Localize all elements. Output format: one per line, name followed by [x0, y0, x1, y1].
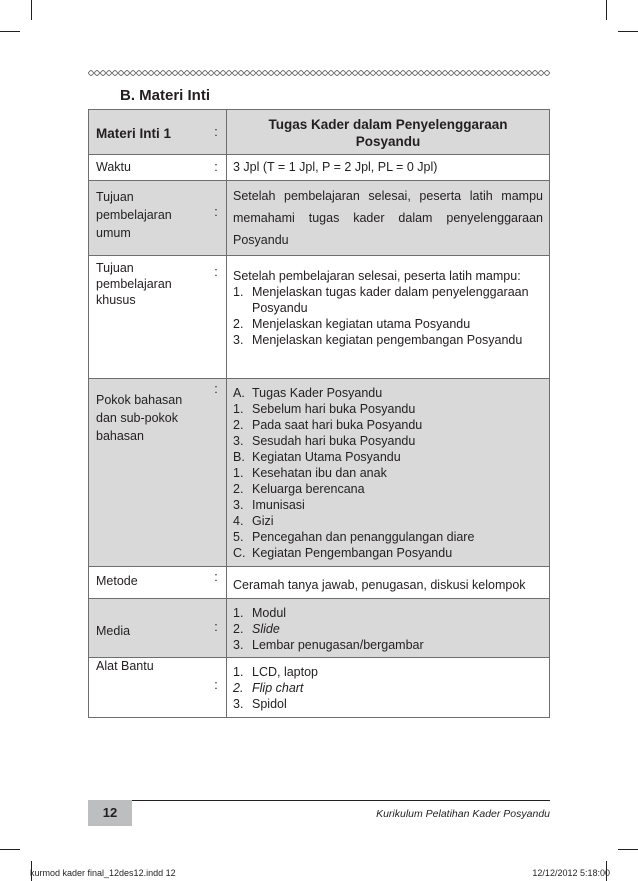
metode-value-cell — [227, 567, 550, 599]
pokok-bahasan-list — [233, 545, 543, 561]
list-item: A. Tugas Kader Posyandu — [233, 386, 383, 400]
alat-bantu-label: Alat Bantu — [96, 659, 154, 673]
sub-list — [233, 401, 543, 449]
header-value-cell — [227, 110, 550, 155]
list-item: C. Kegiatan Pengembangan Posyandu — [233, 546, 453, 560]
list-item: 5. Pencegahan dan penanggulangan diare — [233, 530, 475, 544]
table-row-header — [89, 110, 550, 155]
alat-bantu-list — [233, 662, 543, 712]
list-item: 3. Sesudah hari buka Posyandu — [233, 434, 416, 448]
colon-cell — [206, 599, 227, 658]
colon-cell — [206, 181, 227, 256]
alat-bantu-value-cell — [227, 658, 550, 718]
crop-mark — [618, 31, 638, 32]
tujuan-umum-value-cell — [227, 181, 550, 256]
table-row-alat-bantu — [89, 658, 550, 718]
alat-bantu-label-cell — [89, 658, 207, 718]
print-slug-file: kurmod kader final_12des12.indd 12 — [30, 868, 176, 878]
pokok-bahasan-list — [233, 449, 543, 465]
list-item: 3. Lembar penugasan/bergambar — [233, 638, 424, 652]
header-label: Materi Inti 1 — [96, 126, 172, 141]
list-item: 2. Pada saat hari buka Posyandu — [233, 418, 423, 432]
colon: : — [214, 570, 218, 584]
media-value-cell — [227, 599, 550, 658]
waktu-value-cell — [227, 155, 550, 181]
colon-cell — [206, 155, 227, 181]
tujuan-khusus-intro: Setelah pembelajaran selesai, peserta latih mampu: — [233, 269, 521, 283]
crop-mark — [0, 31, 20, 32]
waktu-label: Waktu — [96, 160, 131, 174]
list-item: B. Kegiatan Utama Posyandu — [233, 450, 401, 464]
table-row-media — [89, 599, 550, 658]
colon-cell — [206, 256, 227, 379]
colon: : — [214, 620, 218, 634]
media-label: Media — [96, 624, 131, 638]
colon-cell — [206, 567, 227, 599]
list-item: 3. Imunisasi — [233, 498, 305, 512]
colon-cell — [206, 658, 227, 718]
tujuan-khusus-label-cell — [89, 256, 207, 379]
table-row-pokok-bahasan — [89, 379, 550, 567]
table-row-tujuan-umum — [89, 181, 550, 256]
header-value: Tugas Kader dalam Penyelenggaraan Posyandu — [268, 117, 508, 149]
metode-label-cell — [89, 567, 207, 599]
crop-mark — [606, 0, 607, 20]
tujuan-khusus-value-cell — [227, 256, 550, 379]
print-slug-timestamp: 12/12/2012 5:18:00 — [532, 868, 610, 878]
list-item: 1. Modul — [233, 606, 287, 620]
list-item: 1. LCD, laptop — [233, 665, 319, 679]
list-item: 3. Menjelaskan kegiatan pengembangan Posyandu — [233, 333, 523, 347]
pokok-bahasan-value-cell — [227, 379, 550, 567]
list-item: 2. Menjelaskan kegiatan utama Posyandu — [233, 317, 471, 331]
colon-cell — [206, 110, 227, 155]
crop-mark — [618, 849, 638, 850]
metode-value: Ceramah tanya jawab, penugasan, diskusi kelompok — [233, 578, 526, 592]
colon: : — [214, 382, 218, 396]
colon: : — [214, 678, 218, 692]
tujuan-umum-label-cell — [89, 181, 207, 256]
tujuan-khusus-list — [233, 284, 543, 348]
pokok-bahasan-label-cell — [89, 379, 207, 567]
list-item: 4. Gizi — [233, 514, 274, 528]
decorative-zigzag-rule — [88, 70, 550, 76]
table-row-tujuan-khusus — [89, 256, 550, 379]
colon-cell — [206, 379, 227, 567]
table-row-metode — [89, 567, 550, 599]
list-item: 1. Menjelaskan tugas kader dalam penyelenggaraan Posyandu — [233, 285, 529, 315]
waktu-value: 3 Jpl (T = 1 Jpl, P = 2 Jpl, PL = 0 Jpl) — [233, 160, 438, 174]
materi-inti-table — [88, 109, 550, 718]
waktu-label-cell — [89, 155, 207, 181]
tujuan-umum-value: Setelah pembelajaran selesai, peserta latih mampu memahami tugas kader dalam penyelenggaraan Posyandu — [233, 189, 543, 247]
colon: : — [214, 125, 218, 139]
pokok-bahasan-list — [233, 383, 543, 401]
table-row-waktu — [89, 155, 550, 181]
list-item: 2. Slide — [233, 622, 280, 636]
crop-mark — [31, 0, 32, 20]
page-number: 12 — [88, 800, 132, 826]
list-item: 2. Flip chart — [233, 681, 304, 695]
metode-label: Metode — [96, 574, 138, 588]
tujuan-khusus-label: Tujuan pembelajaran khusus — [96, 261, 172, 307]
list-item: 3. Spidol — [233, 697, 287, 711]
crop-mark — [0, 849, 20, 850]
list-item: 1. Kesehatan ibu dan anak — [233, 466, 387, 480]
tujuan-umum-label: Tujuan pembelajaran umum — [96, 190, 172, 240]
header-label-cell — [89, 110, 207, 155]
footer-title: Kurikulum Pelatihan Kader Posyandu — [376, 808, 550, 820]
colon: : — [214, 160, 218, 174]
section-title: B. Materi Inti — [120, 87, 211, 104]
list-item: 1. Sebelum hari buka Posyandu — [233, 402, 416, 416]
pokok-bahasan-label: Pokok bahasan dan sub-pokok bahasan — [96, 393, 183, 443]
footer-rule — [88, 800, 550, 801]
list-item: 2. Keluarga berencana — [233, 482, 365, 496]
sub-list — [233, 465, 543, 545]
colon: : — [214, 205, 218, 219]
media-list — [233, 603, 543, 653]
colon: : — [214, 265, 218, 279]
media-label-cell — [89, 599, 207, 658]
